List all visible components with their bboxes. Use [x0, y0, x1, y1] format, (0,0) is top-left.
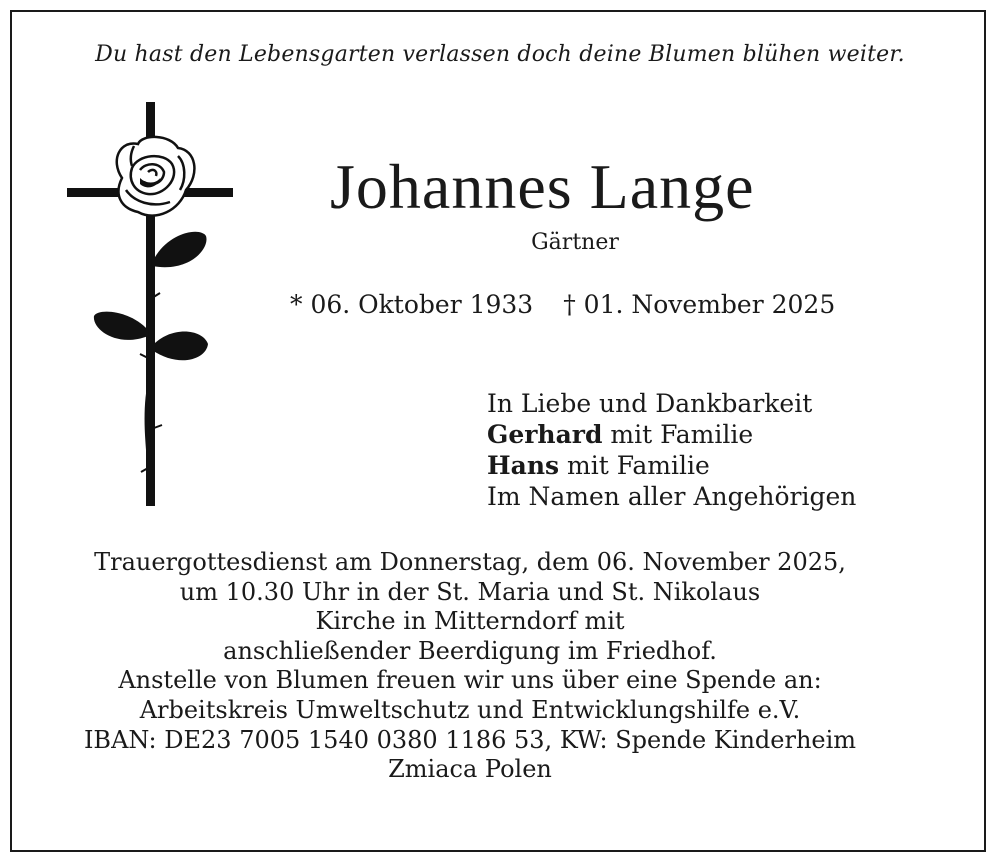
iban-line: Zmiaca Polen [388, 755, 552, 784]
donation-line: Anstelle von Blumen freuen wir uns über eine Spende an: [118, 666, 822, 695]
signoff-closing: Im Namen aller Angehörigen [487, 482, 857, 511]
signoff-intro: In Liebe und Dankbarkeit [487, 389, 813, 418]
mourner-line [487, 450, 856, 481]
service-line: Trauergottesdienst am Donnerstag, dem 06. November 2025, [94, 548, 846, 576]
service-line: anschließender Beerdigung im Friedhof. [223, 636, 717, 665]
service-details [0, 548, 940, 785]
motto-text: Du hast den Lebensgarten verlassen doch deine Blumen blühen weiter. [95, 42, 905, 67]
life-dates [290, 290, 835, 319]
mourner-suffix: mit Familie [602, 420, 754, 449]
mourner-name: Hans [487, 451, 560, 480]
birth-date: * 06. Oktober 1933 [290, 290, 534, 319]
mourner-line [487, 419, 856, 450]
deceased-occupation: Gärtner [531, 230, 619, 255]
iban-line: IBAN: DE23 7005 1540 0380 1186 53, KW: Spende Kinderheim [83, 725, 857, 754]
mourner-suffix: mit Familie [559, 451, 710, 480]
death-date: † 01. November 2025 [563, 290, 836, 319]
mourners-block [487, 388, 856, 512]
cross-with-rose-icon [60, 98, 240, 508]
service-line: um 10.30 Uhr in der St. Maria und St. Nikolaus [179, 577, 761, 606]
service-line: Kirche in Mitterndorf mit [315, 607, 625, 636]
mourner-name: Gerhard [487, 420, 603, 449]
donation-line: Arbeitskreis Umweltschutz und Entwicklungshilfe e.V. [139, 695, 801, 724]
deceased-name: Johannes Lange [330, 151, 755, 222]
